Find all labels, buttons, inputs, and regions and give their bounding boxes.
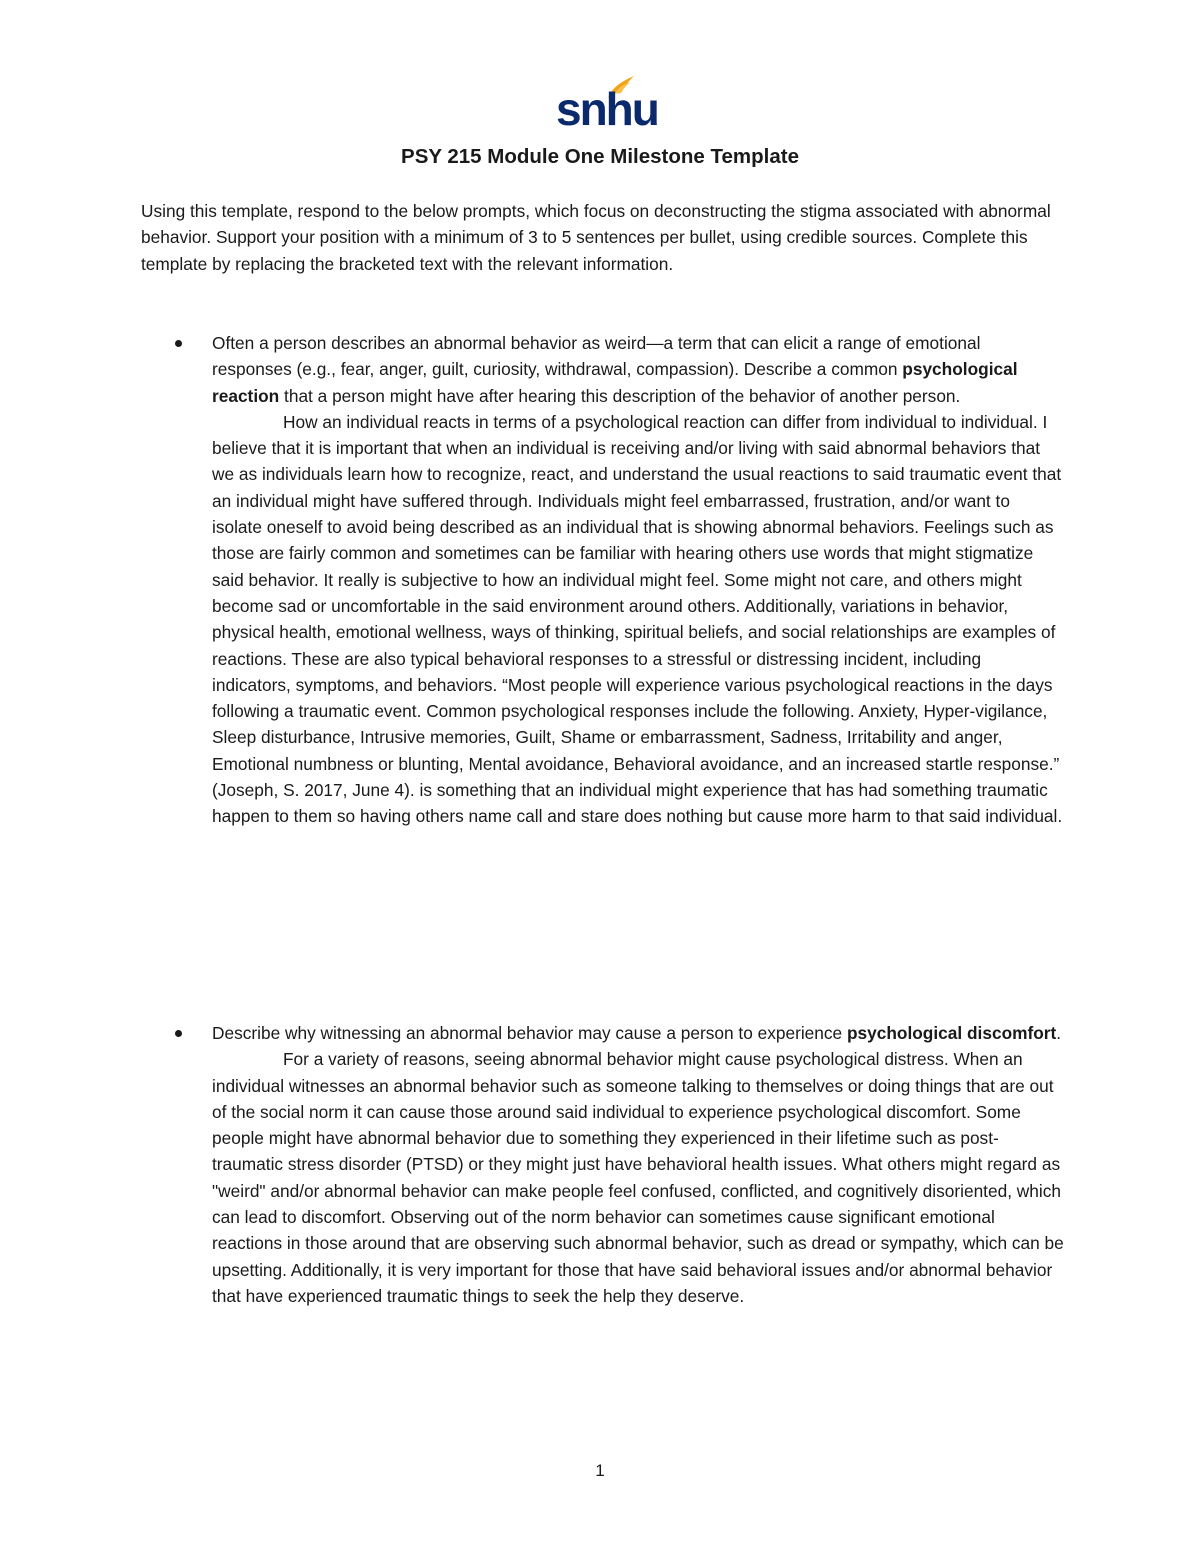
bullet-answer: How an individual reacts in terms of a psychological reaction can differ from individual to individual. I believe that it is important that when an individual is receiving and/or living with said abnormal behaviors that we as individuals learn how to recognize, react, and understand the usual reactions to said traumatic event that an individual might have suffered through. Individuals might feel embarrassed, frustration, and/or want to isolate oneself to avoid being described as an individual that is showing abnormal behaviors. Feelings such as those are fairly common and sometimes can be familiar with hearing others use words that might stigmatize said behavior. It really is subjective to how an individual might feel. Some might not care, and others might become sad or uncomfortable in the said environment around others. Additionally, variations in behavior, physical health, emotional wellness, ways of thinking, spiritual beliefs, and social relationships are examples of reactions. These are also typical behavioral responses to a stressful or distressing incident, including indicators, symptoms, and behaviors. “Most people will experience various psychological reactions in the days following a traumatic event. Common psychological responses include the following. Anxiety, Hyper-vigilance, Sleep disturbance, Intrusive memories, Guilt, Shame or embarrassment, Sadness, Irritability and anger, Emotional numbness or blunting, Mental avoidance, Behavioral avoidance, and an increased startle response.” (Joseph, S. 2017, June 4). is something that an individual might experience that has had something traumatic happen to them so having others name call and stare does nothing but cause more harm to that said individual. (212, 411, 1063, 827)
bullet-content (212, 330, 1064, 830)
bullet-answer: For a variety of reasons, seeing abnormal behavior might cause psychological distress. When an individual witnesses an abnormal behavior such as someone talking to themselves or doing things that are out of the social norm it can cause those around said individual to experience psychological discomfort. Some people might have abnormal behavior due to something they experienced in their lifetime such as post-traumatic stress disorder (PTSD) or they might just have behavioral health issues. What others might regard as "weird" and/or abnormal behavior can make people feel confused, conflicted, and cognitively disoriented, which can lead to discomfort. Observing out of the norm behavior can sometimes cause significant emotional reactions in those around that are observing such abnormal behavior, such as dread or sympathy, which can be upsetting. Additionally, it is very important for those that have said behavioral issues and/or abnormal behavior that have experienced traumatic things to seek the help they deserve. (212, 1049, 1064, 1306)
prompt-text: Describe why witnessing an abnormal behavior may cause a person to experience (212, 1023, 847, 1043)
bullet-item-psychological-reaction (141, 330, 1066, 830)
snhu-logo (552, 74, 658, 135)
prompt-text-end: that a person might have after hearing this description of the behavior of another person. (279, 385, 961, 406)
prompt-text-end: . (1056, 1023, 1062, 1043)
prompt-bold-term: psychological reaction (212, 359, 1018, 406)
bullet-icon (175, 340, 182, 347)
bullet-item-psychological-discomfort (141, 1020, 1066, 1309)
bullet-prompt (212, 330, 1064, 409)
prompt-text: Often a person describes an abnormal behavior as weird—a term that can elicit a range of emotional responses (e.g., fear, anger, guilt, curiosity, withdrawal, compassion). Describe a common (212, 333, 981, 380)
logo-wordmark: snhu (556, 83, 658, 135)
page-number: 1 (595, 1461, 605, 1480)
prompt-bold-term: psychological discomfort (846, 1023, 1057, 1043)
bullet-content (212, 1020, 1064, 1309)
bullet-icon (175, 1030, 182, 1037)
bullet-prompt (212, 1020, 1064, 1046)
page-title: PSY 215 Module One Milestone Template (401, 145, 799, 168)
intro-paragraph: Using this template, respond to the below prompts, which focus on deconstructing the stigma associated with abnormal behavior. Support your position with a minimum of 3 to 5 sentences per bullet, using credible sources. Complete this template by replacing the bracketed text with the relevant information. (141, 201, 1051, 274)
